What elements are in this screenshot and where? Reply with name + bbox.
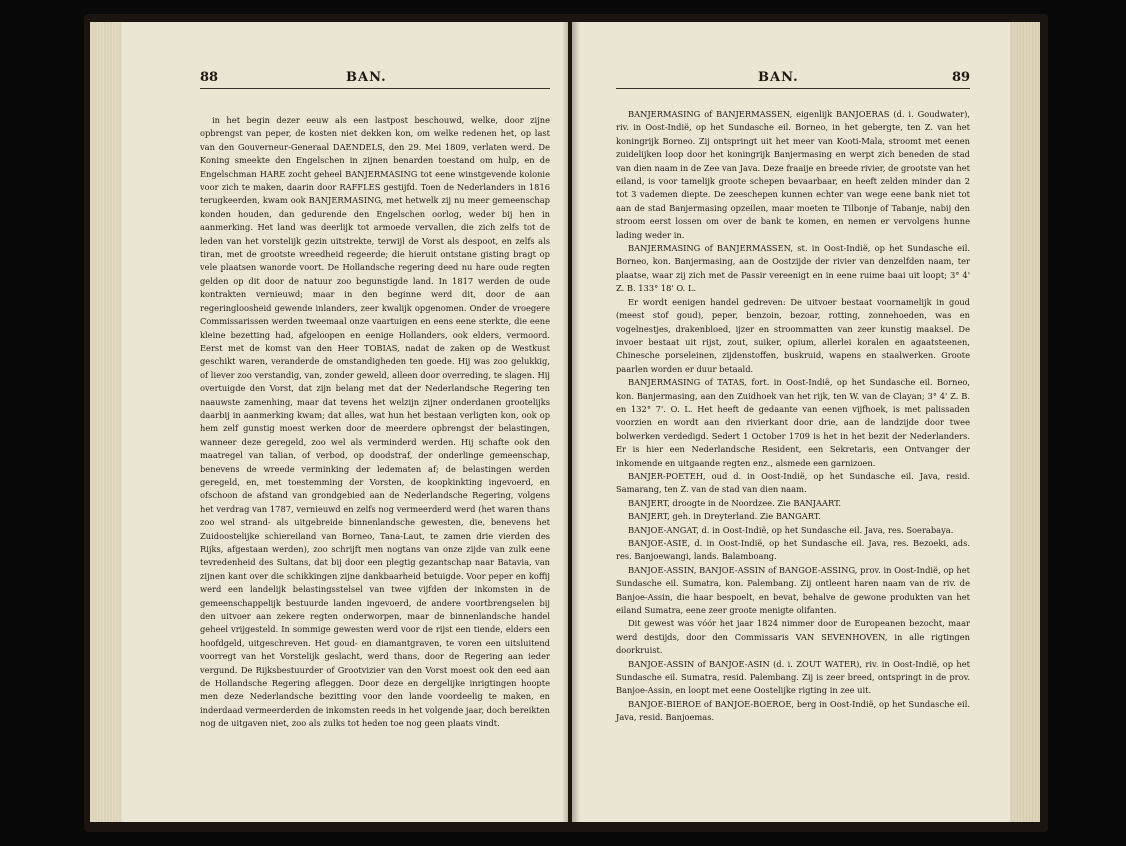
entry-paragraph: BANJOE-ANGAT, d. in Oost-Indië, op het Sundasche eil. Java, res. Soerabaya. [628,524,954,535]
entry-paragraph: BANJERT, geh. in Dreyterland. Zie BANGART. [628,511,821,522]
paragraph: in het begin dezer eeuw als een lastpost beschouwd, welke, door zijne opbrengst van peper, de kosten niet dekken kon, om welke redenen het, op last van den Gouverneur-Generaal DAENDELS, den 29. Mei 1809, verlaten werd. De Koning smeekte den Engelschen in zijnen benarden toestand om hulp, en de Engelschman HARE zocht geheel BANJERMASING tot eene winstgevende kolonie voor zich te maken, daarin door RAFFLES gestijfd. Toen de Nederlanders in 1816 terugkeerden, kwam ook BANJERMASING, met hetwelk zij nu meer gemeenschap konden houden, dan gedurende den Engelschen oorlog, weder bij hen in aanmerking. Het land was deerlijk tot armoede vervallen, die zich zelfs tot de leden van het vorstelijk gezin uitstrekte, terwijl de Vorst als despoot, en zelfs als tiran, met de grootste wreedheid regeerde; die hieruit ontstane gisting bragt op vele plaatsen wanorde voort. De Hollandsche regering deed nu hare oude regten gelden op dit door de natuur zoo begunstigde land. In 1817 werden de oude kontrakten vernieuwd; maar in den beginne werd dit, door de aan regeringloosheid gewende inlanders, zeer kwalijk opgenomen. Onder de vroegere Commissarissen werden tweemaal onze vaartuigen en eens eene sterkte, die eene kleine bezetting had, afgeloopen en eenige Hollanders, ook elders, vermoord. Eerst met de komst van den Heer TOBIAS, nadat de zaken op de Westkust geschikt waren, veranderde de omstandigheden ten goede. Hij was zoo gelukkig, of liever zoo verstandig, van, zonder geweld, alleen door overreding, te slagen. Hij overtuigde den Vorst, dat zijn belang met dat der Nederlandsche Regering ten naauwste zamenhing, maar dat tevens het welzijn zijner onderdanen grootelijks daarbij in aanmerking kwam; dat alles, wat hun het bestaan verligten kon, ook op hem zelf gunstig moest werken door de meerdere opbrengst der belastingen, wanneer deze geregeld, zoo wel als verminderd werden. Hij schafte ook den maatregel van talian, of verbod, op doodstraf, der onderlinge gemeenschap, benevens de wreede verminking der ledematen af; de belastingen werden geregeld, en, met toestemming der Vorsten, de koopkinkting ingevoerd, en ofschoon de afstand van grondgebied aan de Nederlandsche Regering, volgens het verdrag van 1787, vernieuwd en zelfs nog vermeerderd werd (het waren thans zoo wel strand- als uitgebreide binnenlandsche gewesten, die, benevens het Zuidoostelijke schiereiland van Borneo, Tana-Laut, te zamen drie vierden des Rijks, afgestaan werden), zoo schrijft men nogtans van onze zijde van zulk eene tevredenheid des Sultans, dat bij door een plegtig gezantschap naar Batavia, van zijnen kant over die schikkingen zijne dankbaarheid betuigde. Voor peper en koffij werd een landelijk belastingsstelsel van twee vijfden der inkomsten in de gemeenschappelijk bestuurde landen ingevoerd, de andere voortbrengselen bij den uitvoer aan zekere regten onderworpen, maar de binnenlandsche handel geheel vrijgesteld. In sommige gewesten werd voor de rijst een tiende, elders een hoofdgeld, uitgeschreven. Het goud- en diamantgraven, te voren een uitsluitend voorregt van het Vorstelijk geslacht, werd thans, door de Regering aan ieder vergund. De Rijksbestuurder of Grootvizier van den Vorst moest ook den eed aan de Hollandsche Regering afleggen. Door deze en dergelijke inrigtingen hoopte men deze Nederlandsche bezitting voor den lande voordeelig te maken, en inderdaad vermeerderden de inkomsten reeds in het volgende jaar, doch bereikten nog de uitgaven niet, zoo als zulks tot heden toe nog geen plaats vindt. [200,115,550,729]
running-head: BAN. [758,70,799,85]
running-head: BAN. [346,70,387,85]
page-body [616,108,970,725]
book-gutter [562,22,580,822]
entry-paragraph: Dit gewest was vóór het jaar 1824 nimmer door de Europeanen bezocht, maar werd destijds, door den Commissaris VAN SEVENHOVEN, in alle rigtingen doorkruist. [616,618,970,656]
entry-paragraph: BANJOE-ASSIN of BANJOE-ASIN (d. i. ZOUT WATER), riv. in Oost-Indië, op het Sundasche eil. Sumatra, resid. Palembang. Zij is zeer breed, ontspringt in de prov. Banjoe-Assin, en loopt met eene Oostelijke rigting in zee uit. [616,658,970,696]
entry-paragraph: BANJERMASING of BANJERMASSEN, eigenlijk BANJOERAS (d. i. Goudwater), riv. in Oost-Indië, op het Sundasche eil. Borneo, in het gebergte, ten Z. van het koningrijk Borneo. Zij ontspringt uit het meer van Kooti-Mala, stroomt met eenen zuidelijken loop door het koningrijk Banjermasing en werpt zich beneden de stad van dien naam in de Zee van Java. Deze fraaije en breede rivier, de grootste van het eiland, is voor tamelijk groote schepen bevaarbaar, en heeft zelden minder dan 2 tot 3 vademen diepte. De zeeschepen kunnen echter van wege eene bank niet tot aan de stad Banjermasing opzeilen, maar moeten te Tilbonje of Tabanje, nabij den stroom eerst lossen om over de bank te komen, en nemen er vervolgens hunne lading weder in. [616,109,970,240]
page-number: 88 [200,70,219,85]
header-rule [616,88,970,89]
entry-paragraph: Er wordt eenigen handel gedreven: De uitvoer bestaat voornamelijk in goud (meest stof goud), peper, benzoin, bezoar, rotting, zonnehoeden, was en vogelnestjes, drakenbloed, ijzer en stroommatten van zeer kunstig maaksel. De invoer bestaat uit rijst, zout, suiker, opium, allerlei koralen en agaatsteenen, Chinesche porseleinen, zijdenstoffen, buskruid, wapens en staalwerken. Groote paarlen worden er duur betaald. [616,296,970,374]
entry-paragraph: BANJOE-ASIE, d. in Oost-Indië, op het Sundasche eil. Java, res. Bezoeki, ads. res. Banjoewangi, lands. Balamboang. [616,538,970,562]
header-rule [200,88,550,89]
page-edges-right [1008,22,1040,822]
entry-paragraph: BANJERT, droogte in de Noordzee. Zie BANJAART. [628,497,842,508]
entry-paragraph: BANJER-POETEH, oud d. in Oost-Indië, op het Sundasche eil. Java, resid. Samarang, ten Z. van de stad van dien naam. [616,470,970,495]
entry-paragraph: BANJERMASING of TATAS, fort. in Oost-Indië, op het Sundasche eil. Borneo, kon. Banjermasing, aan den Zuidhoek van het rijk, ten W. van de Clayan; 3° 4' Z. B. en 132° 7'. O. L. Het heeft de gedaante van eenen vijfhoek, is met palissaden voorzien en wordt aan den rivierkant door drie, aan de landzijde door twee bolwerken verdedigd. Sedert 1 October 1709 is het in het bezit der Nederlanders. Er is hier een Nederlandsche Resident, een Sekretaris, een Ontvanger der inkomende en uitgaande regten enz., alsmede een garnizoen. [616,377,970,468]
right-page [572,22,1010,822]
entry-paragraph: BANJOE-ASSIN, BANJOE-ASSIN of BANGOE-ASSING, prov. in Oost-Indië, op het Sundasche eil. Sumatra, kon. Palembang. Zij ontleent haren naam van de riv. de Banjoe-Assin, die haar bespoelt, en bevat, behalve de gewone produkten van het eiland Sumatra, eene zeer groote menigte olifanten. [616,564,970,616]
page-number: 89 [952,70,971,85]
entry-paragraph: BANJERMASING of BANJERMASSEN, st. in Oost-Indië, op het Sundasche eil. Borneo, kon. Banjermasing, aan de Oostzijde der rivier van denzelfden naam, ter plaatse, waar zij zich met de Passir vereenigt en in eene ruime baai uit loopt; 3° 4' Z. B. 133° 18' O. L. [616,243,970,294]
entry-paragraph: BANJOE-BIEROE of BANJOE-BOEROE, berg in Oost-Indië, op het Sundasche eil. Java, resid. Banjoemas. [616,698,970,723]
left-page [122,22,568,822]
page-body [200,114,550,731]
page-edges-left [90,22,124,822]
